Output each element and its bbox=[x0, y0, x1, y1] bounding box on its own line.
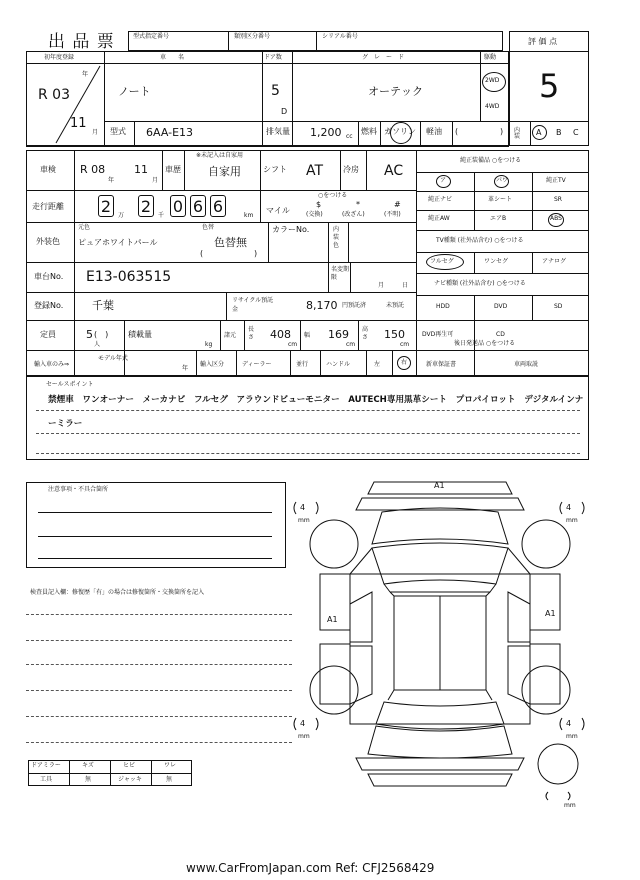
class-number-label: 類別区分番号 bbox=[234, 33, 271, 40]
length-label: 長さ bbox=[248, 326, 255, 341]
docs-title: 後日発送品 ○をつける bbox=[454, 340, 516, 347]
registration-label: 登録No. bbox=[34, 301, 64, 310]
grade-label: グ レ ー ド bbox=[362, 54, 405, 61]
fuel-diesel: 軽油 bbox=[426, 127, 442, 136]
capacity-paren: ( ) bbox=[94, 330, 109, 339]
fuel-paren-open: ( bbox=[455, 127, 459, 136]
drive-2wd: 2WD bbox=[485, 77, 500, 84]
handle-label: ハンドル bbox=[326, 361, 351, 368]
fuel-gas: ガソリン bbox=[384, 127, 416, 136]
mileage-mark-note: ○をつける bbox=[318, 192, 348, 199]
model-year-label: モデル年式 bbox=[98, 355, 128, 362]
car-name-label: 車 名 bbox=[160, 54, 185, 61]
tire-rear-right-unit: mm bbox=[566, 733, 578, 740]
serial-number-label: シリアル番号 bbox=[322, 33, 358, 40]
width-label: 幅 bbox=[304, 332, 311, 339]
sales-point-line1: 禁煙車 ワンオーナー メーカナビ フルセグ アラウンドビューモニター AUTECH専用黒革シート プロパイロット デジタルインナ bbox=[48, 395, 584, 405]
spec-number-label: 型式指定番号 bbox=[133, 33, 170, 40]
score-value: 5 bbox=[539, 67, 560, 105]
chassis-value: E13-063515 bbox=[86, 269, 172, 285]
mileage-exchange-label: (交換) bbox=[306, 211, 323, 218]
inspection-month-value: 11 bbox=[134, 163, 148, 176]
tv-type-title: TV種類 (社外品含む) ○をつける bbox=[436, 237, 524, 244]
mileage-man: 万 bbox=[118, 212, 125, 219]
first-reg-label: 初年度登録 bbox=[44, 54, 75, 61]
mile-label: マイル bbox=[266, 206, 290, 215]
model-value: 6AA-E13 bbox=[146, 126, 194, 139]
mileage-digit-4: 6 bbox=[190, 195, 206, 217]
legend-header-break: ワレ bbox=[164, 762, 177, 769]
fuel-label: 燃料 bbox=[361, 127, 377, 136]
diagram-a1-left: A1 bbox=[327, 615, 338, 624]
original-color-label: 元色 bbox=[78, 224, 91, 231]
displacement-value: 1,200 bbox=[310, 126, 342, 139]
import-dealer: ディーラー bbox=[242, 361, 272, 368]
displacement-unit: cc bbox=[346, 133, 353, 140]
sales-point-box bbox=[26, 376, 589, 460]
mileage-digit-1: 2 bbox=[98, 195, 114, 217]
tire-rear-right: 4 bbox=[566, 719, 572, 728]
legend-value-none2: 無 bbox=[166, 776, 173, 783]
model-label: 型式 bbox=[110, 127, 126, 136]
tire-front-right-unit: mm bbox=[566, 517, 578, 524]
height-value: 150 bbox=[384, 328, 405, 341]
import-type-label: 輸入区分 bbox=[200, 361, 225, 368]
shift-label: シフト bbox=[263, 165, 287, 174]
equip-tv: 純正TV bbox=[546, 177, 566, 184]
capacity-label: 定員 bbox=[40, 330, 56, 339]
sales-point-line2: ーミラー bbox=[48, 419, 83, 429]
first-reg-month: 11 bbox=[70, 116, 87, 131]
diagram-a1-front: A1 bbox=[434, 481, 445, 490]
docs-manual: 車両取説 bbox=[514, 361, 539, 368]
mileage-unit: km bbox=[244, 212, 254, 219]
doors-suffix: D bbox=[281, 107, 288, 116]
mileage-sen: 千 bbox=[158, 212, 165, 219]
grade-value: オーテック bbox=[368, 85, 423, 98]
recycle-value: 8,170 bbox=[306, 299, 338, 312]
ac-value: AC bbox=[384, 163, 404, 179]
drive-label: 駆動 bbox=[484, 54, 497, 61]
recycle-suffix: 円預託済 bbox=[342, 302, 367, 309]
color-number-label: カラーNo. bbox=[272, 225, 310, 234]
tire-front-left-unit: mm bbox=[298, 517, 310, 524]
recycle-label: リサイクル預託金 bbox=[232, 297, 274, 313]
navi-cd: CD bbox=[496, 331, 505, 338]
load-label: 積載量 bbox=[128, 330, 152, 339]
score-label: 評 価 点 bbox=[528, 37, 558, 46]
capacity-value: 5 bbox=[86, 328, 93, 341]
recycle-not-deposited: 未預託 bbox=[386, 302, 405, 309]
legend-header-crack: ヒビ bbox=[123, 762, 136, 769]
import-label: 輸入車のみ⇒ bbox=[34, 361, 70, 368]
equip-leather: 革シート bbox=[488, 196, 513, 203]
equip-abs: ABS bbox=[550, 215, 562, 222]
drive-4wd: 4WD bbox=[485, 103, 500, 110]
tv-fullseg: フルセグ bbox=[430, 258, 454, 265]
ac-label: 冷房 bbox=[343, 165, 359, 174]
legend-header-scratch: キズ bbox=[82, 762, 94, 769]
history-note: ※未記入は自家用 bbox=[196, 152, 244, 159]
length-unit: cm bbox=[288, 341, 298, 348]
car-damage-diagram bbox=[290, 474, 590, 814]
color-paren-close: ) bbox=[254, 249, 258, 258]
tire-spare-unit: mm bbox=[564, 802, 576, 809]
model-year-suffix: 年 bbox=[182, 365, 189, 372]
displacement-label: 排気量 bbox=[266, 127, 290, 136]
mileage-unknown-symbol: # bbox=[394, 200, 401, 209]
registration-value: 千葉 bbox=[92, 299, 114, 312]
equip-power: パワ bbox=[496, 177, 509, 184]
color-paren-open: ( bbox=[200, 249, 204, 258]
footer-watermark: www.CarFromJapan.com Ref: CFJ2568429 bbox=[186, 861, 435, 875]
car-name-value: ノート bbox=[118, 85, 151, 98]
form-title: 出 品 票 bbox=[48, 32, 115, 52]
legend-value-jack: ジャッキ bbox=[118, 776, 142, 783]
mileage-exchange-symbol: $ bbox=[316, 200, 322, 209]
tire-front-left: 4 bbox=[300, 503, 306, 512]
name-change-day: 日 bbox=[402, 282, 409, 289]
mileage-label: 走行距離 bbox=[32, 202, 64, 211]
sales-point-label: セールスポイント bbox=[46, 381, 94, 388]
equip-aw: 純正AW bbox=[428, 215, 450, 222]
import-parallel: 並行 bbox=[296, 361, 309, 368]
width-unit: cm bbox=[346, 341, 356, 348]
equip-airbag: エアB bbox=[490, 215, 507, 222]
mileage-tamper-label: (改ざん) bbox=[342, 211, 365, 218]
notes-label: 注意事項・不具合箇所 bbox=[48, 486, 109, 493]
history-value: 自家用 bbox=[208, 165, 241, 178]
interior-b: B bbox=[556, 128, 562, 137]
navi-dvd: DVD bbox=[494, 303, 508, 310]
interior-label: 内装 bbox=[514, 127, 521, 140]
interior-c: C bbox=[573, 128, 579, 137]
tire-front-right: 4 bbox=[566, 503, 572, 512]
height-label: 高さ bbox=[362, 326, 369, 341]
navi-type-title: ナビ種類 (社外品含む) ○をつける bbox=[434, 280, 526, 287]
docs-warranty: 新車保証書 bbox=[426, 361, 457, 368]
dims-label: 諸元 bbox=[224, 332, 237, 339]
navi-dvd-play: DVD再生可 bbox=[422, 331, 454, 338]
notes-box bbox=[26, 482, 286, 568]
equip-ac: ア bbox=[440, 177, 447, 184]
inspection-month: 月 bbox=[152, 177, 159, 184]
color-change-value: 色替無 bbox=[214, 236, 247, 249]
tv-oneseg: ワンセグ bbox=[484, 258, 509, 265]
handle-right: 右 bbox=[401, 359, 408, 366]
mileage-unknown-label: (不明) bbox=[384, 211, 401, 218]
inspection-year: 年 bbox=[108, 177, 115, 184]
doors-label: ドア数 bbox=[264, 54, 282, 61]
doors-value: 5 bbox=[271, 83, 280, 99]
name-change-label: 名変期限 bbox=[331, 266, 350, 281]
fuel-paren-close: ) bbox=[500, 127, 504, 136]
load-unit: kg bbox=[205, 341, 213, 348]
legend-value-none1: 無 bbox=[85, 776, 92, 783]
chassis-label: 車台No. bbox=[34, 272, 64, 281]
history-label: 車歴 bbox=[165, 165, 181, 174]
tv-analog: アナログ bbox=[542, 258, 567, 265]
color-label: 外装色 bbox=[36, 237, 60, 246]
name-change-month: 月 bbox=[378, 282, 385, 289]
color-change-label: 色替 bbox=[202, 224, 215, 231]
inspection-label: 車検 bbox=[40, 165, 56, 174]
tire-rear-left: 4 bbox=[300, 719, 306, 728]
height-unit: cm bbox=[400, 341, 410, 348]
equip-navi: 純正ナビ bbox=[428, 196, 453, 203]
first-reg-month-suffix: 月 bbox=[92, 129, 99, 136]
equip-sr: SR bbox=[554, 196, 562, 203]
inspector-label: 検査員記入欄：修復歴「有」の場合は修復箇所・交換箇所を記入 bbox=[30, 589, 205, 596]
interior-color-label: 内装色 bbox=[333, 226, 340, 249]
navi-hdd: HDD bbox=[436, 303, 450, 310]
capacity-unit: 人 bbox=[94, 341, 101, 348]
navi-sd: SD bbox=[554, 303, 563, 310]
mileage-tamper-symbol: * bbox=[356, 200, 360, 209]
first-reg-era: R 03 bbox=[38, 87, 70, 103]
handle-left: 左 bbox=[374, 361, 381, 368]
inspection-era: R 08 bbox=[80, 163, 106, 176]
mileage-digit-3: 0 bbox=[170, 195, 186, 217]
original-color-value: ピュアホワイトパール bbox=[78, 238, 158, 247]
shift-value: AT bbox=[306, 163, 324, 179]
length-value: 408 bbox=[270, 328, 291, 341]
legend-header-mirror: ドアミラー bbox=[31, 762, 61, 769]
mileage-digit-2: 2 bbox=[138, 195, 154, 217]
interior-a: A bbox=[536, 128, 542, 137]
width-value: 169 bbox=[328, 328, 349, 341]
diagram-a1-right: A1 bbox=[545, 609, 556, 618]
first-reg-year-suffix: 年 bbox=[82, 71, 89, 78]
tire-rear-left-unit: mm bbox=[298, 733, 310, 740]
equipment-title: 純正装備品 ○をつける bbox=[460, 157, 522, 164]
legend-value-tools: 工具 bbox=[40, 776, 53, 783]
mileage-digit-5: 6 bbox=[210, 195, 226, 217]
